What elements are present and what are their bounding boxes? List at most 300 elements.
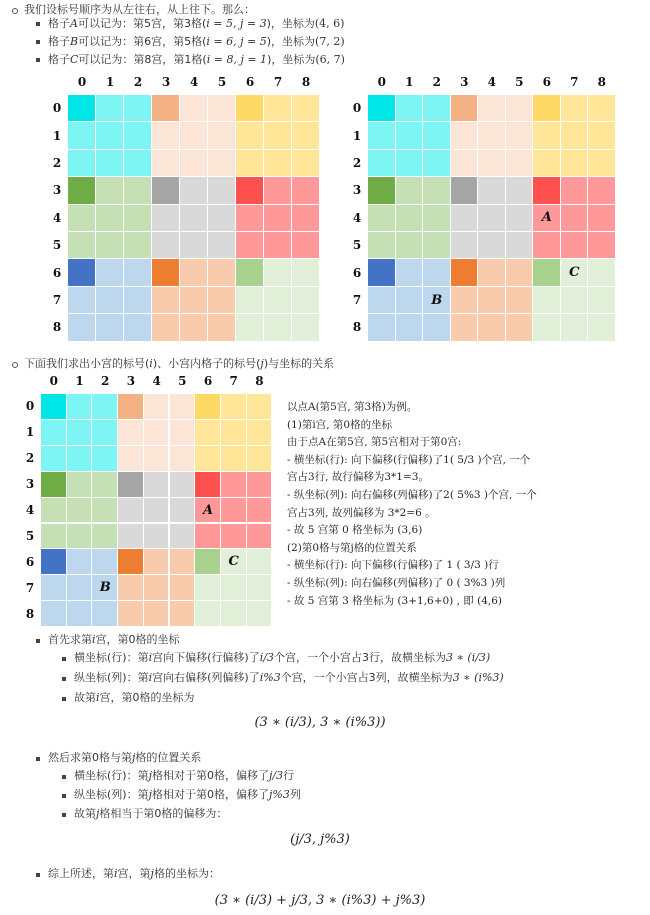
- intro-item-mid: 可以记为：第5宫，第3格(: [77, 17, 207, 30]
- grid-cell: [195, 575, 221, 601]
- cell-marker-a: A: [202, 502, 214, 518]
- grid-cell: [67, 524, 93, 550]
- grid-cell: [41, 420, 67, 446]
- grid-cell: [561, 95, 589, 122]
- grid-cell: [478, 314, 506, 341]
- grid-cell: [195, 601, 221, 627]
- step-text: 格的坐标为：: [153, 867, 220, 880]
- heading-var-j: j: [260, 357, 264, 370]
- grid-cell: [96, 177, 124, 204]
- grid-cell: [41, 472, 67, 498]
- cell-marker-c: C: [569, 265, 580, 281]
- grid-cell: [124, 287, 152, 314]
- grid-cell: [41, 446, 67, 472]
- grid-cell: [221, 601, 247, 627]
- grid-cell: [423, 150, 451, 177]
- row-header: 7: [25, 580, 35, 595]
- cell-marker-b: B: [431, 292, 443, 308]
- explanation-line: (1)第i宫, 第0格的坐标: [287, 418, 393, 431]
- step-text: 横坐标(行)：第: [74, 651, 149, 664]
- column-header: 1: [405, 75, 414, 89]
- row-header: 6: [52, 265, 62, 280]
- grid-cell: [264, 314, 292, 341]
- grid-cell: [208, 314, 236, 341]
- grid-cell: [423, 259, 451, 286]
- grid-cell: [67, 446, 93, 472]
- grid-cell: [264, 287, 292, 314]
- grid-cell: [368, 287, 396, 314]
- step-var: j: [132, 751, 136, 764]
- grid-cell: [368, 259, 396, 286]
- grid-cell: [118, 601, 144, 627]
- bullet-square: [36, 873, 40, 877]
- intro-lead: 我们设标号顺序为从左往右，从上往下。那么：: [24, 3, 255, 16]
- row-header: 8: [352, 320, 362, 335]
- bullet-square: [36, 58, 40, 62]
- grid-cell: [236, 122, 264, 149]
- grid-cell: [247, 394, 273, 420]
- grid-cell: [478, 232, 506, 259]
- grid-cell: [92, 498, 118, 524]
- grid-cell: [247, 472, 273, 498]
- step-var: i: [96, 691, 100, 704]
- row-header: 1: [352, 128, 362, 143]
- grid-cell: [208, 95, 236, 122]
- column-header: 6: [203, 374, 213, 388]
- grid-cell: [180, 259, 208, 286]
- grid-cell: [561, 122, 589, 149]
- grid-cell: [124, 122, 152, 149]
- row-header: 5: [352, 238, 362, 253]
- step-text: 行: [283, 769, 295, 782]
- step-text: 个宫，一个小宫占3行，故横坐标为: [273, 651, 446, 664]
- intro-item-a: [48, 16, 344, 31]
- bullet-square: [62, 697, 66, 701]
- column-header: 1: [105, 75, 115, 89]
- cell-letter: B: [70, 35, 79, 48]
- grid-cell: [68, 177, 96, 204]
- grid-cell: [67, 420, 93, 446]
- bullet-square: [36, 22, 40, 26]
- grid-cell: [264, 122, 292, 149]
- formula-final: (3 ∗ (i/3) + j/3, 3 ∗ (i%3) + j%3): [214, 893, 426, 908]
- grid-cell: [506, 232, 534, 259]
- grid-cell: [118, 549, 144, 575]
- step-text: 横坐标(行)：第: [74, 769, 149, 782]
- grid-cell: [396, 177, 424, 204]
- grid-cell: [292, 314, 320, 341]
- grid-cell: [92, 446, 118, 472]
- grid-cell: [561, 287, 589, 314]
- step-var: j: [96, 807, 100, 820]
- explanation-line: 宫占3列, 故列偏移为 3*2=6 。: [287, 506, 436, 519]
- grid-cell: [588, 259, 616, 286]
- grid-cell: [221, 394, 247, 420]
- grid-cell: [67, 575, 93, 601]
- step-text: 宫，第: [117, 867, 151, 880]
- grid-cell: [221, 472, 247, 498]
- grid-cell: [533, 259, 561, 286]
- step1-row-conclusion: [74, 690, 195, 705]
- step2-row-y: [74, 787, 301, 802]
- row-header: 5: [25, 528, 35, 543]
- grid-cell: [247, 498, 273, 524]
- step-result: 3 ∗ (i/3): [445, 651, 491, 664]
- row-header: 3: [352, 183, 362, 198]
- grid-cell: [144, 472, 170, 498]
- grid-cell: [236, 95, 264, 122]
- row-header: 4: [352, 210, 362, 225]
- grid-cell: [533, 177, 561, 204]
- grid-cell: [396, 95, 424, 122]
- row-header: 0: [25, 399, 35, 414]
- grid-cell: [533, 95, 561, 122]
- grid-cell: [208, 205, 236, 232]
- grid-cell: [247, 524, 273, 550]
- grid-cell: [92, 420, 118, 446]
- grid-cell: [396, 259, 424, 286]
- grid-cell: [41, 524, 67, 550]
- explanation-line: 宫占3行, 故行偏移为3*1=3。: [287, 471, 429, 484]
- grid-cell: [124, 95, 152, 122]
- grid-cell: [423, 122, 451, 149]
- grid-cell: [41, 601, 67, 627]
- grid-cell: [588, 205, 616, 232]
- grid-cell: [451, 205, 479, 232]
- explanation-line: 由于点A在第5宫, 第5宫相对于第0宫:: [287, 436, 462, 449]
- grid-cell: [152, 287, 180, 314]
- grid-cell: [170, 472, 196, 498]
- grid-cell: [68, 287, 96, 314]
- step-text: 个宫，一个小宫占3列，故横坐标为: [280, 671, 453, 684]
- grid-cell: [41, 394, 67, 420]
- explanation-line: - 故 5 宫第 0 格坐标为 (3,6): [287, 524, 423, 537]
- bullet-square: [62, 794, 66, 798]
- grid-cell: [478, 205, 506, 232]
- grid-cell: [208, 150, 236, 177]
- grid-cell: [236, 150, 264, 177]
- column-header: 3: [460, 75, 469, 89]
- grid-cell: [221, 446, 247, 472]
- step-text: 格相当于第0格的偏移为：: [99, 807, 228, 820]
- grid-cell: [124, 205, 152, 232]
- step1-title: [48, 632, 180, 647]
- column-header: 4: [152, 374, 161, 388]
- grid-cell: [144, 498, 170, 524]
- grid-cell: [292, 150, 320, 177]
- bullet-circle: [12, 362, 18, 368]
- grid-cell: [208, 232, 236, 259]
- step-text: 宫，第0格的坐标为: [99, 691, 195, 704]
- step-expr: i%3: [259, 671, 281, 684]
- grid-cell: [68, 205, 96, 232]
- grid-cell: [247, 420, 273, 446]
- grid-cell: [264, 177, 292, 204]
- step-text: 综上所述，第: [48, 867, 114, 880]
- grid-cell: [451, 232, 479, 259]
- grid-cell: [180, 314, 208, 341]
- grid-cell: [195, 549, 221, 575]
- sudoku-grid-example: [24, 374, 282, 628]
- grid-cell: [506, 122, 534, 149]
- step-text: 宫向下偏移(行偏移)了: [152, 651, 260, 664]
- grid-cell: [247, 601, 273, 627]
- grid-cell: [588, 232, 616, 259]
- grid-cell: [170, 601, 196, 627]
- step-var: i: [92, 633, 96, 646]
- grid-cell: [68, 314, 96, 341]
- step-text: 故第: [74, 807, 96, 820]
- grid-cell: [236, 287, 264, 314]
- grid-cell: [118, 524, 144, 550]
- grid-cell: [451, 259, 479, 286]
- sudoku-grid-plain: [40, 75, 320, 344]
- bullet-circle: [12, 8, 18, 14]
- row-header: 1: [25, 425, 35, 440]
- grid-cell: [396, 205, 424, 232]
- grid-cell: [506, 150, 534, 177]
- grid-cell: [451, 122, 479, 149]
- intro-item-prefix: 格子: [48, 53, 70, 66]
- grid-cell: [236, 177, 264, 204]
- grid-cell: [236, 314, 264, 341]
- step-expr: j/3: [269, 769, 284, 782]
- step-expr: i/3: [259, 651, 274, 664]
- step-text: 宫向右偏移(列偏移)了: [152, 671, 260, 684]
- intro-item-mid: 可以记为：第6宫，第5格(: [78, 35, 207, 48]
- grid-cell: [506, 259, 534, 286]
- step-text: 故第: [74, 691, 96, 704]
- grid-cell: [118, 420, 144, 446]
- bullet-square: [36, 40, 40, 44]
- grid-cell: [368, 177, 396, 204]
- grid-cell: [124, 150, 152, 177]
- row-header: 4: [52, 210, 62, 225]
- grid-cell: [68, 259, 96, 286]
- step-var: i: [114, 867, 118, 880]
- row-header: 7: [352, 293, 362, 307]
- grid-cell: [368, 122, 396, 149]
- grid-cell: [423, 205, 451, 232]
- explanation-line: - 纵坐标(列): 向右偏移(列偏移)了 0 ( 3%3 )列: [287, 577, 506, 589]
- grid-cell: [561, 314, 589, 341]
- grid-cell: [195, 524, 221, 550]
- grid-cell: [144, 446, 170, 472]
- row-header: 1: [52, 128, 62, 143]
- column-header: 8: [301, 75, 311, 89]
- grid-cell: [124, 177, 152, 204]
- grid-cell: [144, 575, 170, 601]
- grid-cell: [124, 232, 152, 259]
- bullet-square: [36, 639, 40, 643]
- grid-cell: [423, 314, 451, 341]
- grid-cell: [118, 446, 144, 472]
- grid-cell: [292, 177, 320, 204]
- grid-cell: [144, 420, 170, 446]
- grid-cell: [588, 314, 616, 341]
- intro-item-prefix: 格子: [48, 17, 70, 30]
- row-header: 2: [25, 451, 35, 466]
- grid-cell: [533, 314, 561, 341]
- grid-cell: [180, 232, 208, 259]
- grid-cell: [68, 150, 96, 177]
- column-header: 8: [597, 75, 606, 89]
- row-header: 7: [52, 293, 62, 307]
- grid-cell: [180, 287, 208, 314]
- explanation-line: - 横坐标(行): 向下偏移(行偏移)了 1 ( 3/3 )行: [287, 559, 499, 572]
- grid-cell: [478, 122, 506, 149]
- explanation-line: - 纵坐标(列): 向右偏移(列偏移)了2( 5%3 )个宫, 一个: [287, 489, 537, 501]
- row-header: 4: [25, 503, 35, 518]
- grid-cell: [144, 394, 170, 420]
- intro-item-math: i = 6, j = 5: [206, 35, 267, 48]
- explanation-line: 以点A(第5宫, 第3格)为例。: [287, 401, 418, 413]
- grid-cell: [208, 122, 236, 149]
- grid-cell: [561, 177, 589, 204]
- grid-cell: [195, 446, 221, 472]
- intro-item-suffix: )，坐标为: [266, 17, 315, 30]
- grid-cell: [152, 150, 180, 177]
- grid-cell: [41, 575, 67, 601]
- heading-var-i: i: [149, 357, 153, 370]
- column-header: 2: [432, 75, 441, 89]
- grid-cell: [396, 122, 424, 149]
- grid-cell: [170, 498, 196, 524]
- grid-cell: [264, 205, 292, 232]
- grid-cell: [533, 122, 561, 149]
- grid-cell: [41, 549, 67, 575]
- bullet-square: [62, 775, 66, 779]
- grid-cell: [264, 232, 292, 259]
- row-header: 2: [52, 156, 62, 170]
- grid-cell: [478, 287, 506, 314]
- grid-cell: [506, 95, 534, 122]
- intro-item-math: i = 5, j = 3: [206, 17, 267, 30]
- grid-cell: [396, 314, 424, 341]
- column-header: 0: [377, 75, 386, 89]
- intro-item-suffix: )，坐标为: [267, 53, 316, 66]
- grid-cell: [451, 150, 479, 177]
- grid-cell: [368, 205, 396, 232]
- grid-cell: [170, 394, 196, 420]
- step2-row-x: [74, 768, 294, 783]
- grid-cell: [221, 575, 247, 601]
- column-header: 4: [189, 75, 199, 89]
- column-header: 1: [75, 374, 84, 388]
- grid-cell: [41, 498, 67, 524]
- grid-cell: [96, 122, 124, 149]
- grid-cell: [67, 498, 93, 524]
- bullet-square: [62, 813, 66, 817]
- grid-cell: [92, 524, 118, 550]
- grid-cell: [506, 177, 534, 204]
- column-header: 6: [542, 75, 551, 89]
- grid-cell: [92, 549, 118, 575]
- step-text: 格的位置关系: [135, 751, 202, 764]
- column-header: 0: [77, 75, 87, 89]
- grid-cell: [264, 150, 292, 177]
- grid-cell: [292, 95, 320, 122]
- grid-cell: [506, 314, 534, 341]
- cell-marker-b: B: [99, 580, 111, 596]
- grid-cell: [96, 259, 124, 286]
- step-var: j: [150, 867, 154, 880]
- step2-title: [48, 750, 201, 765]
- grid-cell: [67, 472, 93, 498]
- grid-cell: [247, 575, 273, 601]
- column-header: 5: [217, 75, 227, 89]
- cell-letter: C: [70, 53, 79, 66]
- grid-cell: [118, 394, 144, 420]
- grid-cell: [208, 259, 236, 286]
- grid-cell: [96, 95, 124, 122]
- grid-cell: [170, 446, 196, 472]
- grid-cell: [67, 549, 93, 575]
- grid-cell: [588, 177, 616, 204]
- grid-cell: [144, 524, 170, 550]
- heading-text: )与坐标的关系: [263, 357, 335, 370]
- grid-cell: [221, 498, 247, 524]
- grid-cell: [533, 232, 561, 259]
- grid-cell: [368, 150, 396, 177]
- row-header: 8: [52, 320, 62, 335]
- grid-cell: [236, 232, 264, 259]
- row-header: 0: [52, 101, 62, 116]
- grid-cell: [152, 177, 180, 204]
- grid-cell: [180, 122, 208, 149]
- grid-cell: [96, 314, 124, 341]
- grid-cell: [152, 95, 180, 122]
- grid-cell: [170, 575, 196, 601]
- grid-cell: [506, 205, 534, 232]
- intro-item-prefix: 格子: [48, 35, 70, 48]
- grid-cell: [451, 314, 479, 341]
- row-header: 3: [52, 183, 62, 198]
- grid-cell: [180, 177, 208, 204]
- column-header: 5: [515, 75, 524, 89]
- grid-cell: [506, 287, 534, 314]
- grid-cell: [208, 287, 236, 314]
- column-header: 7: [229, 374, 238, 388]
- grid-cell: [478, 259, 506, 286]
- grid-cell: [451, 177, 479, 204]
- step1-row-y: [74, 670, 504, 685]
- step-text: 然后求第0格与第: [48, 751, 132, 764]
- grid-cell: [152, 232, 180, 259]
- grid-cell: [68, 122, 96, 149]
- grid-cell: [170, 420, 196, 446]
- cell-letter: A: [70, 17, 78, 30]
- grid-cell: [396, 287, 424, 314]
- grid-cell: [144, 549, 170, 575]
- bullet-square: [36, 757, 40, 761]
- column-header: 3: [126, 374, 136, 388]
- heading-text: 下面我们求出小宫的标号(: [24, 357, 150, 370]
- step3-title: [48, 866, 220, 881]
- column-header: 7: [273, 75, 283, 89]
- sudoku-grid-marked: [352, 75, 623, 344]
- grid-cell: [67, 601, 93, 627]
- row-header: 5: [52, 238, 62, 253]
- grid-cell: [152, 259, 180, 286]
- grid-cell: [221, 420, 247, 446]
- grid-cell: [451, 287, 479, 314]
- grid-cell: [561, 150, 589, 177]
- grid-cell: [195, 472, 221, 498]
- cell-marker-a: A: [541, 210, 552, 226]
- step-text: 纵坐标(列)：第: [74, 671, 149, 684]
- grid-cell: [118, 498, 144, 524]
